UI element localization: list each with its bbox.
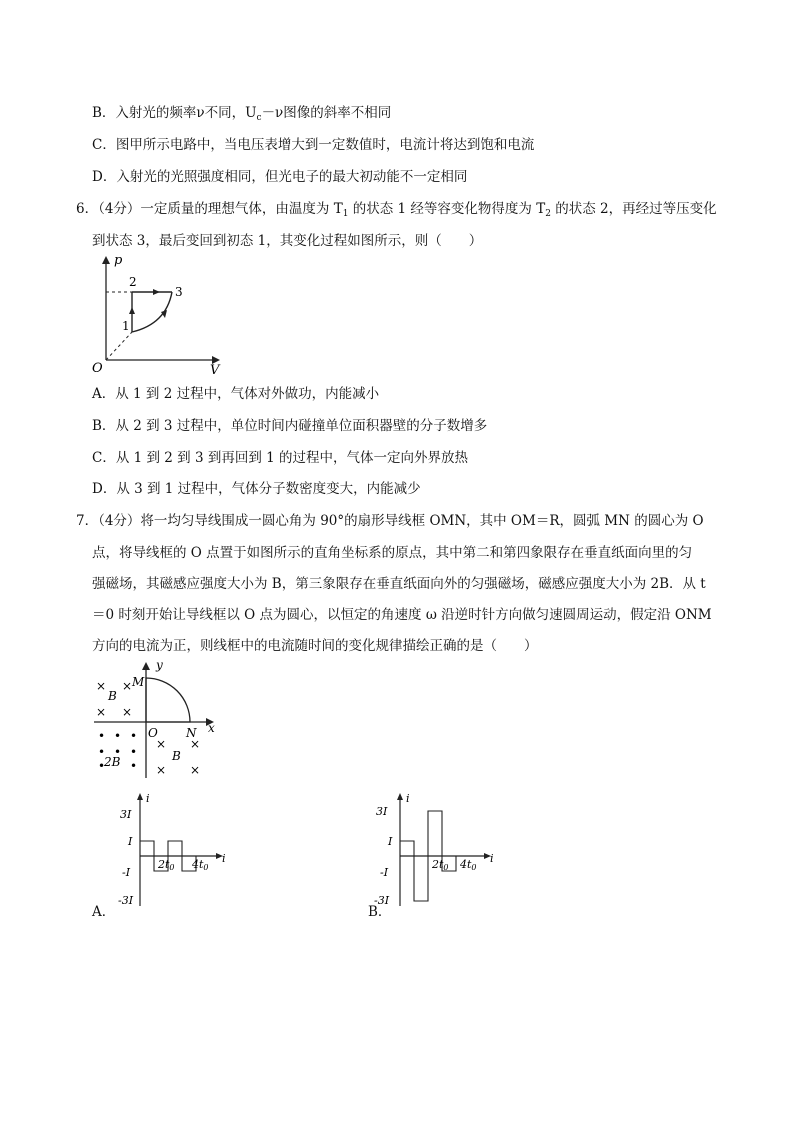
svg-text:I: I bbox=[128, 835, 133, 848]
svg-text:•: • bbox=[130, 729, 138, 743]
svg-text:i: i bbox=[490, 852, 494, 865]
svg-text:2t0: 2t0 bbox=[432, 858, 449, 872]
svg-text:×: × bbox=[122, 679, 133, 693]
q6-pv-diagram bbox=[90, 252, 230, 376]
svg-text:•: • bbox=[98, 745, 106, 759]
q7-stem-line1: 7．（4分）将一均匀导线围成一圆心角为 90°的扇形导线框 OMN，其中 OM＝R，圆弧 MN 的圆心为 O bbox=[76, 513, 704, 529]
q7-graph-b bbox=[370, 790, 500, 912]
svg-text:M: M bbox=[132, 675, 145, 689]
svg-text:-3I: -3I bbox=[374, 894, 390, 907]
q6-origin: O bbox=[92, 361, 103, 376]
q6-state-2: 2 bbox=[129, 275, 137, 289]
q7-field-diagram bbox=[88, 658, 228, 780]
q7-graph-a bbox=[118, 790, 234, 912]
q7-stem-line5: 方向的电流为正，则线框中的电流随时间的变化规律描绘正确的是（ ） bbox=[92, 638, 538, 654]
q6-option-d: D．从 3 到 1 过程中，气体分子数密度变大，内能减少 bbox=[92, 481, 421, 497]
svg-text:×: × bbox=[156, 763, 167, 777]
svg-text:×: × bbox=[122, 705, 133, 719]
svg-text:•: • bbox=[114, 729, 122, 743]
svg-text:4t0: 4t0 bbox=[192, 858, 209, 872]
q7-option-a-label: A． bbox=[92, 904, 116, 920]
q6-state-3: 3 bbox=[175, 285, 183, 299]
q7-option-b-label: B． bbox=[368, 904, 392, 920]
q6-stem-line2: 到状态 3，最后变回到初态 1，其变化过程如图所示，则（ ） bbox=[92, 233, 483, 249]
svg-text:-I: -I bbox=[380, 866, 389, 879]
q5-option-b: B．入射光的频率ν不同，$U_c-\nu$图像的斜率不相同 bbox=[92, 105, 392, 123]
svg-text:×: × bbox=[96, 705, 107, 719]
svg-text:•: • bbox=[114, 745, 122, 759]
svg-text:3I: 3I bbox=[120, 808, 132, 821]
q6-axis-p: p bbox=[114, 253, 123, 268]
svg-text:O: O bbox=[148, 726, 158, 740]
svg-text:-3I: -3I bbox=[118, 894, 134, 907]
q6-state-1: 1 bbox=[122, 319, 130, 333]
q6-option-b: B．从 2 到 3 过程中，单位时间内碰撞单位面积器壁的分子数增多 bbox=[92, 418, 488, 434]
svg-text:•: • bbox=[98, 729, 106, 743]
q7-stem-line3: 强磁场，其磁感应强度大小为 B，第三象限存在垂直纸面向外的匀强磁场，磁感应强度大小为 2B．从 t bbox=[92, 576, 706, 592]
svg-text:×: × bbox=[96, 679, 107, 693]
q6-axis-v: V bbox=[210, 363, 220, 376]
q6-stem-line1: 6．（4分）一定质量的理想气体，由温度为 $T_1$ 的状态 1 经等容变化物得度为 $T_2$ 的状态 2，再经过等压变化 bbox=[76, 201, 717, 219]
svg-text:i: i bbox=[222, 852, 226, 865]
svg-text:4t0: 4t0 bbox=[460, 858, 477, 872]
q5-option-d: D．入射光的光照强度相同，但光电子的最大初动能不一定相同 bbox=[92, 169, 468, 185]
svg-text:i: i bbox=[146, 792, 150, 805]
q7-stem-line2: 点，将导线框的 O 点置于如图所示的直角坐标系的原点，其中第二和第四象限存在垂直纸面向里的匀 bbox=[92, 545, 693, 561]
svg-text:×: × bbox=[190, 763, 201, 777]
svg-text:3I: 3I bbox=[376, 805, 388, 818]
svg-text:y: y bbox=[156, 658, 163, 672]
svg-text:i: i bbox=[406, 792, 410, 805]
svg-text:•: • bbox=[98, 759, 106, 773]
q7-stem-line4: ＝0 时刻开始让导线框以 O 点为圆心，以恒定的角速度 ω 沿逆时针方向做匀速圆周运动，假定沿 ONM bbox=[92, 607, 712, 623]
q6-option-c: C．从 1 到 2 到 3 到再回到 1 的过程中，气体一定向外界放热 bbox=[92, 450, 469, 466]
svg-text:×: × bbox=[156, 737, 167, 751]
q5-option-c: C．图甲所示电路中，当电压表增大到一定数值时，电流计将达到饱和电流 bbox=[92, 137, 535, 153]
svg-text:x: x bbox=[208, 721, 215, 735]
svg-text:×: × bbox=[190, 737, 201, 751]
q7-field-b-label: B bbox=[108, 689, 117, 703]
svg-text:-I: -I bbox=[122, 866, 131, 879]
svg-text:I: I bbox=[388, 835, 393, 848]
q6-option-a: A．从 1 到 2 过程中，气体对外做功，内能减小 bbox=[92, 386, 380, 402]
svg-text:2t0: 2t0 bbox=[158, 858, 175, 872]
svg-text:•: • bbox=[130, 759, 138, 773]
svg-text:•: • bbox=[130, 745, 138, 759]
q7-field-2b-label: 2B bbox=[104, 755, 121, 769]
q7-field-b-label-q4: B bbox=[172, 749, 181, 763]
svg-text:N: N bbox=[186, 726, 197, 740]
